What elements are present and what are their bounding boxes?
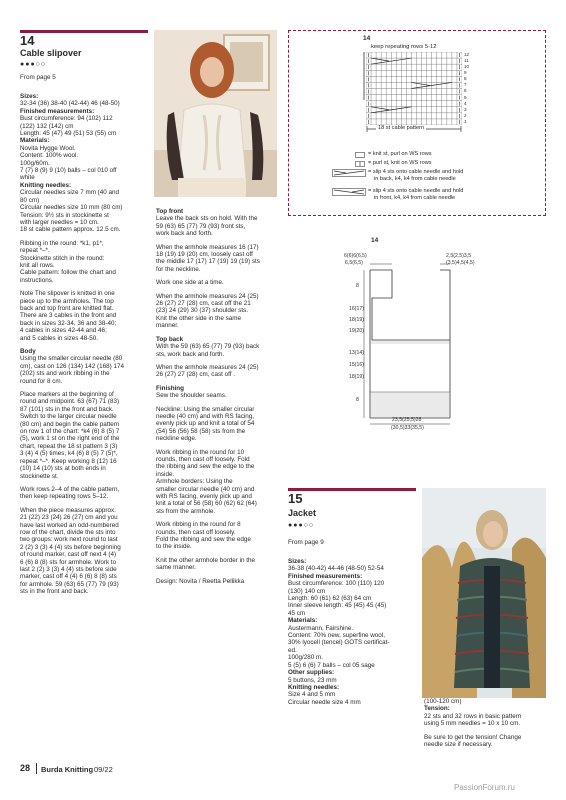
footer-divider — [36, 763, 37, 774]
chart-row-number: 1 — [464, 118, 467, 124]
text-line: 5 (5) 6 (6) 7 balls – col 05 sage — [288, 661, 375, 669]
text-line: Length: 60 (61) 62 (63) 64 cm — [288, 595, 372, 603]
text-line: Ribbing in the round: *k1, p1*, — [20, 239, 104, 247]
text-line: 2 (2) 3 (3) 4 (4) sts before beginning — [20, 543, 121, 551]
schematic-label: 18(19) — [349, 317, 364, 323]
paragraph — [156, 557, 282, 572]
text-line: Place markers at the beginning of — [20, 391, 114, 399]
text-line: Be sure to get the tension! Change — [424, 733, 522, 741]
schematic-label: (3,5)4,5(4,5) — [446, 260, 475, 266]
text-line: ed. — [288, 646, 297, 654]
paragraph — [156, 385, 282, 400]
text-line: Bust circumference: 100 (110) 120 — [288, 580, 385, 588]
text-line: work back and forth. — [156, 230, 213, 238]
text-line: Design: Novita / Reetta Pellikka — [156, 577, 245, 585]
legend-text: = slip 4 sts onto cable needle and hold — [368, 169, 464, 175]
text-line: Switch to the larger circular needle — [20, 413, 117, 421]
text-line: Armhole borders: Using the — [156, 478, 233, 486]
text-line: chart, repeat the 18 st pattern 3 (3) — [20, 442, 118, 450]
text-line: manner. — [156, 322, 179, 330]
schematic-label: 19(20) — [349, 328, 364, 334]
text-line: rounds, then cast off loosely. Fold — [156, 455, 250, 463]
text-line: instructions. — [20, 276, 54, 284]
footer-magazine: Burda Knitting — [41, 765, 94, 774]
text-line: Circular needle size 4 mm — [288, 698, 361, 706]
text-line: Work ribbing in the round for 10 — [156, 448, 245, 456]
paragraph — [20, 486, 152, 501]
text-line: have last worked an odd-numbered — [20, 521, 119, 529]
text-line: marker, cast off 4 (4) 6 (6) 8 (8) sts — [20, 573, 117, 581]
chart-repeat-label: keep repeating rows 5-12 — [371, 44, 437, 50]
text-line: on row 1 of the chart: *k4 (6) 8 (5) 7 — [20, 428, 120, 436]
text-line: 18 (19) 19 (20) cm, loosely cast off — [156, 251, 253, 259]
chart-row-numbers — [464, 52, 478, 125]
paragraph — [20, 240, 152, 284]
text-line: Length: 45 (47) 49 (51) 53 (55) cm — [20, 130, 117, 138]
text-line: Finished measurements: — [20, 107, 95, 115]
pattern-number: 14 — [20, 33, 35, 48]
chart-row-number: 4 — [464, 100, 467, 106]
text-line: Austermann, Fairshine. — [288, 624, 354, 632]
text-line: Note The slipover is knitted in one — [20, 290, 115, 298]
text-line: row of the chart, divide the sts into — [20, 528, 116, 536]
text-line: 80 cm) — [20, 196, 40, 204]
schematic-number: 14 — [371, 237, 379, 244]
schematic-label: (30,5)33(35,5) — [391, 425, 424, 431]
text-line: Sew the shoulder seams. — [156, 392, 227, 400]
paragraph — [156, 521, 282, 551]
text-line: and 5 cables in sizes 48-50. — [20, 334, 99, 342]
text-line: of round marker, cast off next 4 (4) — [20, 551, 117, 559]
text-line: 7 (7) 8 (9) 9 (10) balls – col 010 off — [20, 167, 117, 175]
middle-column-text — [156, 208, 282, 585]
text-line: the middle 17 (17) 17 (19) 19 (19) sts — [156, 258, 260, 266]
text-line: Cable pattern: follow the chart and — [20, 269, 116, 277]
schematic-label: 18(19) — [349, 374, 364, 380]
schematic-label: 6(6)6(6,5) — [344, 253, 367, 259]
text-line: 26 (27) 27 (28) cm, cast off . — [156, 371, 235, 379]
text-line: inside. — [156, 470, 175, 478]
text-line: Novita Hygge Wool. — [20, 144, 76, 152]
text-line: (23) 24 (29) 30 (37) shoulder sts. — [156, 307, 249, 315]
chart-row-number: 8 — [464, 76, 467, 82]
text-line: Leave the back sts on hold. With the — [156, 215, 258, 223]
schematic-label: 23,5(25,5)28 — [392, 417, 422, 423]
text-line: same manner. — [156, 564, 196, 572]
schematic-diagram — [340, 248, 480, 436]
text-line: (122) 132 (142) cm — [20, 122, 74, 130]
legend-text: = slip 4 sts onto cable needle and hold — [368, 188, 464, 194]
paragraph — [424, 698, 548, 728]
text-line: 32-34 (36) 38-40 (42-44) 46 (48-50) — [20, 100, 120, 108]
text-line: 22 sts and 32 rows in basic pattern — [424, 712, 522, 720]
text-line: evenly pick up and knit a total of 54 — [156, 420, 255, 428]
text-line: (54) 56 (56) 58 (58) sts from the — [156, 427, 246, 435]
text-line: Neckline: Using the smaller circular — [156, 405, 255, 413]
text-line: for the neckline. — [156, 265, 201, 273]
text-line: (80 cm) and begin the cable pattern — [20, 420, 120, 428]
photo-cable-slipover — [154, 30, 277, 197]
text-line: Content: 70% new, superfine wool, — [288, 632, 385, 640]
pattern-title: Jacket — [288, 508, 317, 518]
chart-row-number: 11 — [464, 58, 469, 64]
pattern-number: 15 — [288, 491, 303, 506]
pattern-label: 18 st cable pattern — [378, 125, 425, 131]
text-line: (10) 14 (10) sts at both ends in — [20, 465, 106, 473]
difficulty-rating: ●●●○○ — [288, 522, 315, 529]
text-line: piece up to the armholes. The top — [20, 297, 114, 305]
text-line: Circular needles size 10 mm (80 cm) — [20, 204, 123, 212]
footer-issue: 09/22 — [94, 765, 113, 774]
paragraph — [156, 336, 282, 358]
text-line: Content: 100% wool. — [20, 152, 79, 160]
text-line: sts in the front and back. — [20, 588, 89, 596]
text-line: repeat *–*. — [20, 247, 50, 255]
text-line: 100g/280 m. — [288, 654, 324, 662]
text-line: to the inside. — [156, 543, 192, 551]
schematic-label: 16(17) — [349, 306, 364, 312]
text-line: Stockinette stitch in the round: — [20, 254, 105, 262]
text-line: Bust circumference: 94 (102) 112 — [20, 115, 113, 123]
schematic-label: 13(14) — [349, 350, 364, 356]
text-line: 45 cm — [288, 609, 306, 617]
text-line: 4 cables in sizes 42-44 and 46; — [20, 327, 107, 335]
text-line: Finished measurements: — [288, 572, 363, 580]
paragraph — [156, 364, 282, 379]
text-line: round and midpoint. 63 (67) 71 (83) — [20, 398, 120, 406]
text-line: knit all rows. — [20, 261, 55, 269]
chart-row-number: 2 — [464, 112, 467, 118]
text-line: When the armhole measures 24 (25) — [156, 292, 259, 300]
text-line: Fold the ribbing and sew the edge — [156, 536, 251, 544]
paragraph — [20, 93, 152, 234]
chart-row-number: 3 — [464, 106, 467, 112]
text-line: 6 (6) 8 (8) sts for armhole. Work to — [20, 558, 117, 566]
chart-row-number: 6 — [464, 88, 467, 94]
paragraph — [20, 391, 152, 480]
paragraph — [156, 279, 282, 286]
text-line: stockinette st. — [20, 472, 59, 480]
text-line: 87 (101) sts in the front and back. — [20, 405, 114, 413]
legend-text: = knit st, purl on WS rows — [368, 151, 432, 157]
text-line: neckline edge. — [156, 435, 197, 443]
text-line: then keep repeating rows 5–12. — [20, 493, 109, 501]
paragraph — [288, 558, 420, 706]
paragraph — [156, 208, 282, 238]
text-line: 18 st cable pattern approx. 12.5 cm. — [20, 226, 121, 234]
text-line: Circular needles size 7 mm (40 and — [20, 189, 120, 197]
chart-gridlines — [366, 52, 462, 125]
text-line: 3 (4) 4 (5) times, k4 (6) 8 (5) 7 (5)*, — [20, 450, 118, 458]
text-line: cm), cast on 126 (134) 142 (168) 174 — [20, 362, 124, 370]
text-line: With the 59 (63) 65 (77) 79 (93) back — [156, 343, 260, 351]
chart-number: 14 — [363, 35, 371, 42]
schematic-label: 15(16) — [349, 362, 364, 368]
chart-row-number: 7 — [464, 82, 467, 88]
paragraph — [156, 406, 282, 443]
text-line: Tension: 9½ sts in stockinette st — [20, 211, 109, 219]
text-line: with RS facing, evenly pick up and — [156, 493, 252, 500]
text-line: Sizes: — [20, 93, 39, 100]
chart-row-number: 10 — [464, 64, 470, 70]
paragraph — [156, 578, 282, 585]
text-line: with larger needles = 10 cm. — [20, 218, 99, 226]
pattern-title: Cable slipover — [20, 48, 82, 58]
text-line: 26 (27) 27 (28) cm, cast off the 21 — [156, 300, 251, 308]
chart-row-number: 9 — [464, 70, 467, 76]
text-line: Tension: — [424, 705, 450, 713]
from-page: From page 5 — [20, 74, 56, 81]
text-line: (130) 140 cm — [288, 587, 326, 595]
text-line: Work ribbing in the round for 8 — [156, 521, 241, 529]
text-line: Finishing — [156, 384, 184, 392]
cable-front-symbol — [332, 188, 366, 196]
text-line: 36-38 (40-42) 44-46 (48-50) 52-54 — [288, 565, 384, 573]
text-line: Other supplies: — [288, 669, 335, 677]
text-line: using 5 mm needles = 10 x 10 cm. — [424, 720, 521, 728]
text-line: smaller circular needle (40 cm) and — [156, 485, 255, 493]
text-line: needle (40 cm) and with RS facing, — [156, 412, 255, 420]
schematic-label: 2,5(2,5)3,5 — [446, 253, 472, 259]
text-line: rounds, then cast off loosely. — [156, 528, 236, 536]
text-line: 30% lyocell (tencel) GOTS certificat- — [288, 639, 390, 647]
text-line: Top back — [156, 335, 184, 343]
left-column-text — [20, 93, 152, 596]
text-line: Size 4 and 5 mm — [288, 691, 336, 699]
difficulty-rating: ●●●○○ — [20, 61, 47, 68]
text-line: There are 3 cables in the front and — [20, 312, 117, 320]
paragraph — [156, 449, 282, 516]
text-line: round for 8 cm. — [20, 377, 63, 385]
cable-chart-grid — [366, 52, 462, 125]
chart-row-number: 12 — [464, 52, 470, 57]
chart-row-number: 5 — [464, 94, 467, 100]
text-line: back in sizes 32-34, 36 and 38-40; — [20, 319, 117, 327]
text-line: Body — [20, 348, 36, 355]
text-line: Sizes: — [288, 558, 307, 565]
text-line: (202) sts and work ribbing in the — [20, 370, 110, 378]
text-line: Using the smaller circular needle (80 — [20, 355, 123, 363]
accent-bar-15 — [288, 488, 416, 491]
schematic-label: 6,5(6,5) — [345, 260, 363, 266]
text-line: Knitting needles: — [288, 683, 340, 691]
text-line: white — [20, 174, 35, 182]
text-line: When the piece measures approx. — [20, 506, 116, 514]
text-line: sts, work back and forth. — [156, 350, 225, 358]
text-line: needle size if necessary. — [424, 741, 493, 749]
text-line: When the armhole measures 16 (17) — [156, 243, 259, 251]
legend-text: in front, k4, k4 from cable needle — [374, 195, 456, 201]
photo-illustration — [154, 30, 277, 197]
text-line: Inner sleeve length: 45 (45) 45 (45) — [288, 602, 387, 610]
photo-illustration — [422, 488, 546, 698]
schematic-label: 8 — [356, 283, 359, 289]
watermark: PassionForum.ru — [454, 783, 515, 792]
text-line: Knit the other armhole border in the — [156, 556, 256, 564]
paragraph — [424, 734, 548, 749]
paragraph — [20, 507, 152, 596]
text-line: 21 (22) 23 (24) 26 (27) cm and you — [20, 514, 118, 522]
purl-st-symbol — [355, 161, 365, 167]
paragraph — [20, 348, 152, 385]
text-line: Work one side at a time. — [156, 279, 224, 287]
text-line: knit a total of 56 (58) 60 (62) 62 (64) — [156, 500, 257, 508]
text-line: Materials: — [20, 137, 50, 145]
text-line: 59 (63) 65 (77) 79 (93) front sts, — [156, 222, 246, 230]
text-line: Work rows 2–4 of the cable pattern, — [20, 485, 120, 493]
paragraph — [156, 293, 282, 330]
knit-st-symbol — [355, 152, 365, 158]
schematic-label: 8 — [356, 397, 359, 403]
text-line: Knit the other side in the same — [156, 314, 242, 322]
photo-jacket — [422, 488, 546, 698]
text-line: (5), work 1 st on the right end of the — [20, 435, 120, 443]
paragraph — [156, 244, 282, 274]
text-line: the ribbing and sew the edge to the — [156, 463, 255, 471]
right-lower-text — [424, 698, 548, 748]
text-line: two groups: work next round to last — [20, 536, 118, 544]
text-line: last 2 (2) 3 (3) 4 (4) sts before side — [20, 565, 117, 573]
text-line: When the armhole measures 24 (25) — [156, 363, 259, 371]
text-line: 5 buttons, 23 mm — [288, 676, 337, 684]
rib-hatching — [372, 340, 448, 418]
text-line: sts from the armhole. — [156, 507, 216, 515]
text-line: 100g/60m. — [20, 159, 50, 167]
text-line: repeat *–*. Keep working 8 (12) 16 — [20, 457, 117, 465]
accent-bar-14 — [20, 30, 148, 33]
text-line: for armhole. 59 (63) 65 (77) 79 (93) — [20, 580, 119, 588]
text-line: Materials: — [288, 617, 318, 625]
text-line: back and top front are knitted flat. — [20, 304, 114, 312]
legend-text: in back, k4, k4 from cable needle — [374, 176, 456, 182]
paragraph — [20, 290, 152, 342]
cable-back-symbol — [332, 169, 366, 177]
right-column-text — [288, 558, 420, 706]
text-line: Knitting needles: — [20, 181, 72, 189]
from-page: From page 9 — [288, 539, 324, 546]
legend-text: = purl st, knit on WS rows — [368, 160, 432, 166]
footer-page-number: 28 — [20, 763, 31, 773]
repeat-bracket — [363, 52, 367, 125]
text-line: Top front — [156, 208, 184, 215]
text-line: (100-120 cm) — [424, 698, 462, 705]
